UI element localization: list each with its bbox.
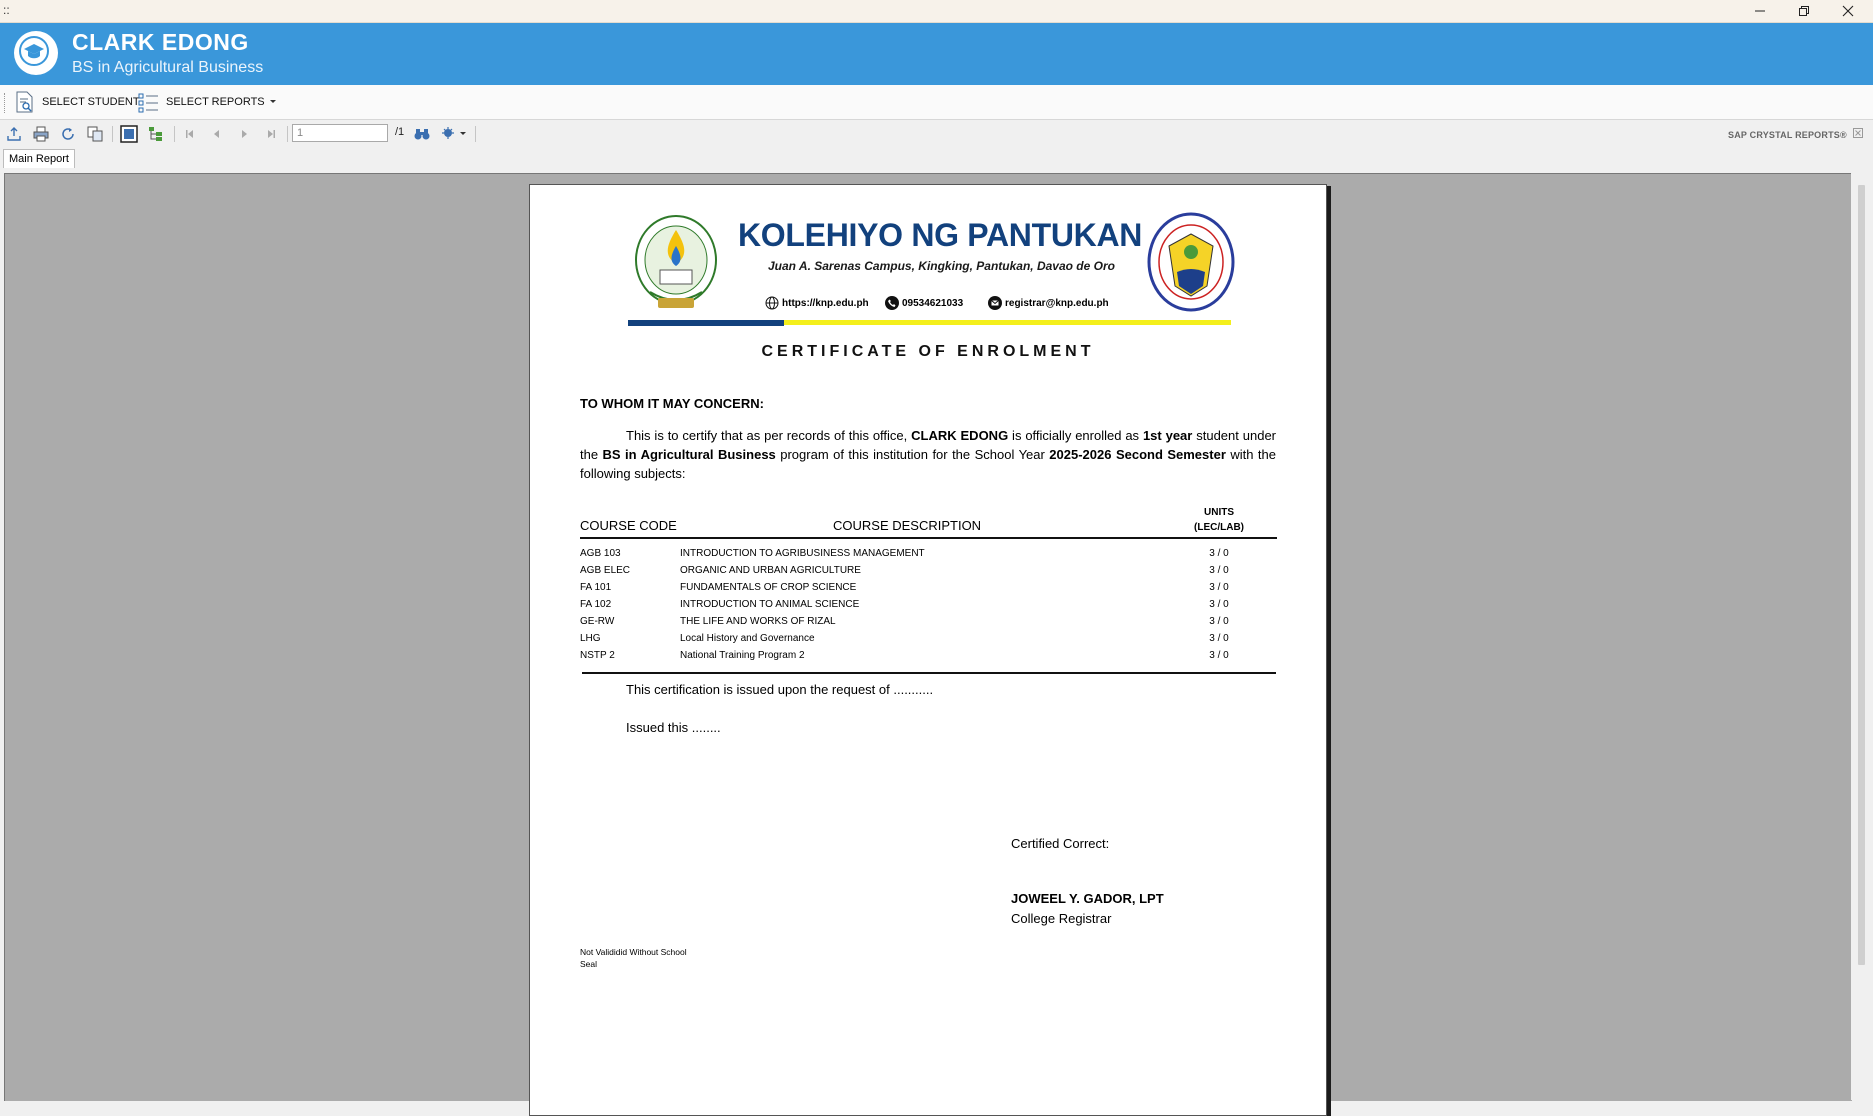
email-icon [988, 296, 1002, 310]
select-student-button[interactable] [14, 91, 140, 113]
school-email [988, 296, 1109, 310]
find-text-button[interactable] [412, 125, 432, 143]
course-description: THE LIFE AND WORKS OF RIZAL [680, 616, 836, 627]
column-header-course-code: COURSE CODE [580, 518, 677, 533]
zoom-dropdown[interactable] [438, 125, 470, 143]
page-number-input[interactable] [292, 124, 388, 142]
minimize-button[interactable] [1738, 0, 1782, 22]
course-units: 3 / 0 [1209, 565, 1229, 576]
select-reports-dropdown[interactable] [138, 91, 283, 113]
course-units: 3 / 0 [1209, 599, 1229, 610]
globe-icon [765, 296, 779, 310]
course-code: NSTP 2 [580, 650, 615, 661]
sap-crystal-reports-brand: SAP CRYSTAL REPORTS® [1728, 130, 1847, 140]
list-icon [138, 91, 160, 113]
scrollbar-thumb[interactable] [1858, 185, 1865, 965]
next-page-icon [239, 129, 249, 139]
student-program: BS in Agricultural Business [72, 59, 264, 76]
restore-icon [1798, 5, 1810, 17]
table-footer-rule [582, 672, 1276, 674]
table-row [580, 582, 1277, 599]
zoom-icon [441, 126, 457, 142]
course-code: GE-RW [580, 616, 615, 627]
course-code: FA 102 [580, 599, 612, 610]
municipal-seal-logo [1147, 212, 1235, 316]
course-description: INTRODUCTION TO ANIMAL SCIENCE [680, 599, 860, 610]
close-button[interactable] [1826, 0, 1870, 22]
main-toolbar [0, 85, 1873, 120]
page-total: /1 [395, 126, 405, 138]
seal-notice: Not Valididid Without School Seal [580, 947, 687, 969]
header-rule-yellow [784, 320, 1231, 325]
report-viewer-toolbar [0, 120, 1873, 148]
student-name: CLARK EDONG [72, 29, 249, 55]
school-phone [885, 296, 963, 310]
course-units: 3 / 0 [1209, 616, 1229, 627]
print-button[interactable] [31, 125, 51, 143]
select-reports-label: SELECT REPORTS [166, 96, 265, 108]
student-name-bold: CLARK EDONG [911, 428, 1009, 443]
report-page [529, 184, 1327, 1116]
window-title-bar [0, 0, 1873, 23]
course-units: 3 / 0 [1209, 548, 1229, 559]
copy-button[interactable] [85, 125, 105, 143]
restore-button[interactable] [1782, 0, 1826, 22]
table-row [580, 565, 1277, 582]
binoculars-icon [414, 127, 430, 141]
window-grip[interactable]: :: [3, 3, 10, 17]
school-year: 2025-2026 [1049, 447, 1112, 462]
course-units: 3 / 0 [1209, 650, 1229, 661]
toggle-group-tree-button[interactable] [146, 125, 166, 143]
chevron-down-icon [459, 131, 467, 137]
last-page-button[interactable] [261, 125, 281, 143]
previous-page-button[interactable] [207, 125, 227, 143]
school-address: Juan A. Sarenas Campus, Kingking, Pantukan, Davao de Oro [768, 259, 1115, 273]
course-code: AGB 103 [580, 548, 621, 559]
graduation-cap-icon [19, 36, 49, 66]
certified-correct-label: Certified Correct: [1011, 836, 1110, 851]
export-icon [6, 126, 22, 142]
refresh-button[interactable] [58, 125, 78, 143]
table-row [580, 616, 1277, 633]
export-button[interactable] [4, 125, 24, 143]
parameter-panel-icon [120, 125, 138, 143]
group-tree-icon [148, 126, 164, 142]
certification-paragraph: This is to certify that as per records of this office, CLARK EDONG is officially enrolled as 1st year student under the BS in Agricultural Business program of this institution for the School Year 2025-2026 Second Semester with the following subjects: [580, 428, 1276, 481]
college-seal-logo [632, 212, 720, 316]
printer-icon [33, 126, 49, 142]
toggle-parameter-panel-button[interactable] [119, 125, 139, 143]
app-logo [14, 31, 58, 75]
app-header [0, 23, 1873, 85]
header-rule-blue [628, 320, 784, 326]
toolbar-separator [174, 126, 175, 142]
tab-main-report[interactable]: Main Report [3, 149, 75, 168]
signatory-title: College Registrar [1011, 911, 1112, 926]
request-line: This certification is issued upon the request of ........... [626, 682, 934, 697]
table-row [580, 650, 1277, 667]
email-text: registrar@knp.edu.ph [1005, 297, 1109, 309]
minimize-icon [1754, 5, 1766, 17]
first-page-icon [185, 129, 195, 139]
close-viewer-icon[interactable] [1853, 128, 1863, 138]
course-description: National Training Program 2 [680, 650, 805, 661]
course-code: LHG [580, 633, 601, 644]
semester: Second Semester [1115, 447, 1226, 462]
column-header-course-description: COURSE DESCRIPTION [833, 518, 982, 533]
last-page-icon [266, 129, 276, 139]
column-header-units: UNITS (LEC/LAB) [1194, 507, 1244, 533]
course-description: INTRODUCTION TO AGRIBUSINESS MANAGEMENT [680, 548, 925, 559]
course-units: 3 / 0 [1209, 633, 1229, 644]
phone-icon [885, 296, 899, 310]
table-row [580, 548, 1277, 565]
course-code: FA 101 [580, 582, 612, 593]
document-search-icon [14, 91, 36, 113]
phone-text: 09534621033 [902, 297, 964, 309]
program-name: BS in Agricultural Business [602, 447, 776, 462]
toolbar-separator [112, 126, 113, 142]
copy-icon [87, 126, 103, 142]
chevron-down-icon [269, 99, 277, 105]
toolbar-separator [475, 126, 476, 142]
close-icon [1842, 5, 1854, 17]
salutation: TO WHOM IT MAY CONCERN: [580, 396, 764, 411]
school-name: KOLEHIYO NG PANTUKAN [738, 217, 1143, 253]
toolbar-grip [4, 93, 7, 113]
table-header-rule [580, 537, 1277, 539]
course-description: Local History and Governance [680, 633, 815, 644]
certificate-title: CERTIFICATE OF ENROLMENT [761, 343, 1095, 360]
year-level: 1st year [1142, 428, 1193, 443]
first-page-button[interactable] [180, 125, 200, 143]
table-row [580, 599, 1277, 616]
course-description: FUNDAMENTALS OF CROP SCIENCE [680, 582, 857, 593]
next-page-button[interactable] [234, 125, 254, 143]
previous-page-icon [212, 129, 222, 139]
course-description: ORGANIC AND URBAN AGRICULTURE [680, 565, 861, 576]
signatory-name: JOWEEL Y. GADOR, LPT [1011, 891, 1164, 906]
table-row [580, 633, 1277, 650]
select-student-label: SELECT STUDENT [42, 96, 140, 108]
refresh-icon [60, 126, 76, 142]
issued-line: Issued this ........ [626, 720, 721, 735]
course-code: AGB ELEC [580, 565, 631, 576]
toolbar-separator [287, 126, 288, 142]
course-units: 3 / 0 [1209, 582, 1229, 593]
website-text: https://knp.edu.ph [782, 297, 869, 309]
school-website [765, 296, 869, 310]
